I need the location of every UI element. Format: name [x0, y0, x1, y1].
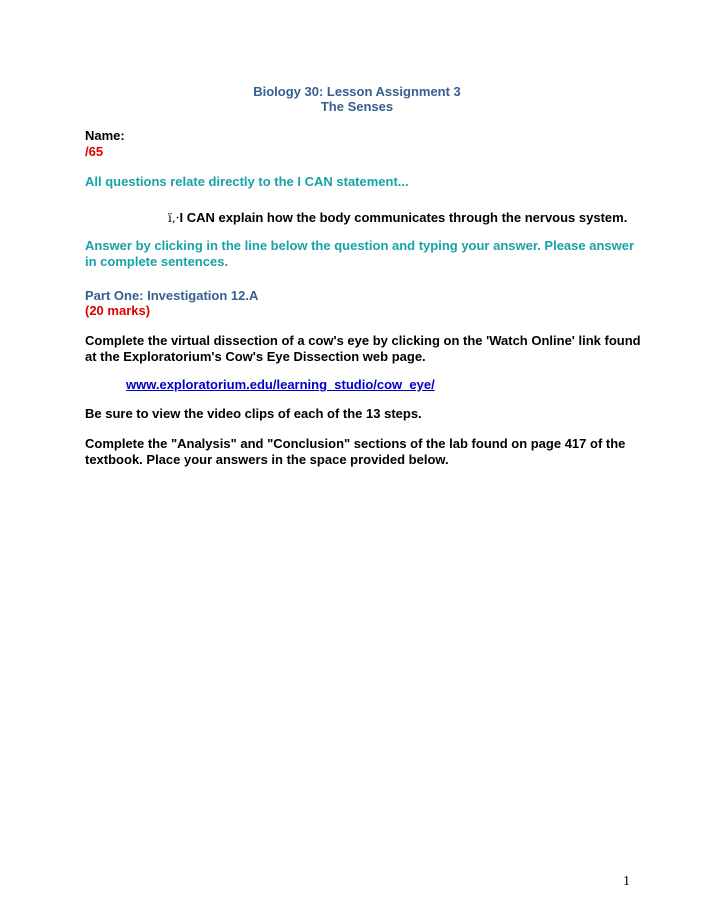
part-one-marks: (20 marks) — [85, 303, 151, 318]
assignment-title: Biology 30: Lesson Assignment 3 — [253, 84, 461, 99]
video-clips-instruction: Be sure to view the video clips of each of the 13 steps. — [85, 406, 422, 421]
answer-instructions: Answer by clicking in the line below the question and typing your answer. Please answer in complete sentences. — [85, 238, 635, 269]
name-label: Name: — [85, 128, 125, 143]
score-total: /65 — [85, 144, 104, 159]
part-one-heading: Part One: Investigation 12.A — [85, 288, 259, 303]
ican-statement-text: I CAN explain how the body communicates through the nervous system. — [179, 210, 628, 225]
page-number: 1 — [623, 874, 630, 889]
ican-statement — [168, 210, 627, 226]
dissection-instructions: Complete the virtual dissection of a cow's eye by clicking on the 'Watch Online' link found at the Exploratorium's Cow's Eye Dissection web page. — [85, 333, 641, 364]
exploratorium-link[interactable]: www.exploratorium.edu/learning_studio/cow_eye/ — [126, 377, 435, 392]
ican-intro-text: All questions relate directly to the I CAN statement... — [85, 174, 409, 189]
assignment-subtitle: The Senses — [320, 99, 394, 114]
analysis-instructions: Complete the "Analysis" and "Conclusion" sections of the lab found on page 417 of the textbook. Place your answers in the space provided below. — [85, 436, 626, 467]
bullet-glyph: ï‚· — [168, 211, 180, 225]
